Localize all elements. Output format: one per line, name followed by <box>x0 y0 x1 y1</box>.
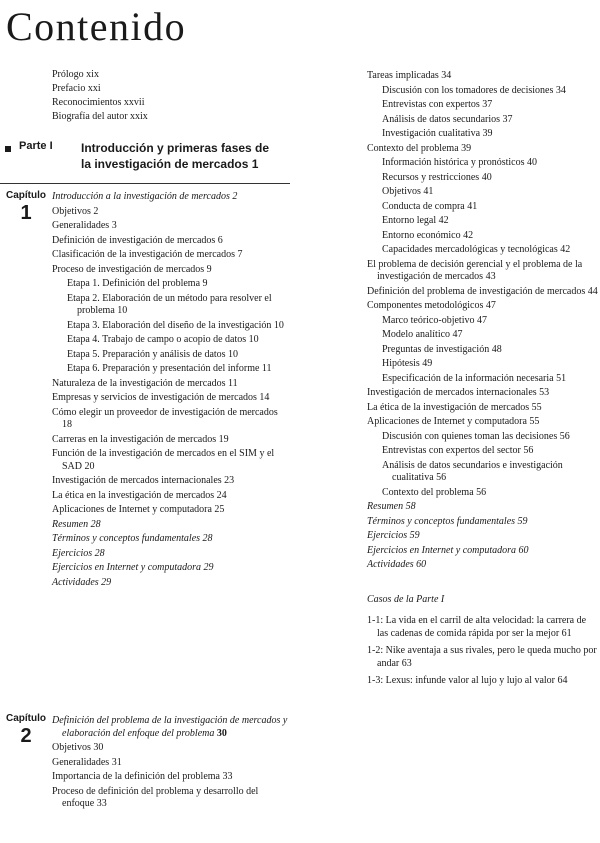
toc-entry[interactable]: Proceso de investigación de mercados 9 <box>52 263 212 275</box>
toc-entry[interactable]: Modelo analítico 47 <box>382 329 463 340</box>
chapter-number: 2 <box>20 725 32 747</box>
toc-entry[interactable]: Información histórica y pronósticos 40 <box>382 157 537 168</box>
chapter-label: Capítulo <box>6 190 46 201</box>
front-matter-item[interactable]: Biografía del autor xxix <box>52 111 148 122</box>
front-matter-item[interactable]: Reconocimientos xxvii <box>52 97 145 108</box>
toc-entry[interactable]: El problema de decisión gerencial y el problema de la investigación de mercados 43 <box>367 258 583 282</box>
toc-entry[interactable]: Entrevistas con expertos 37 <box>382 99 493 110</box>
chapter-heading-page: 30 <box>216 727 227 739</box>
toc-entry[interactable]: Análisis de datos secundarios e investigación cualitativa 56 <box>382 459 563 483</box>
toc-entry[interactable]: Resumen 58 <box>367 501 416 512</box>
toc-entry[interactable]: Carreras en la investigación de mercados 19 <box>52 433 229 445</box>
toc-entry[interactable]: Generalidades 3 <box>52 220 117 231</box>
front-matter-item[interactable]: Prólogo xix <box>52 69 99 80</box>
toc-entry[interactable]: Ejercicios en Internet y computadora 60 <box>367 544 529 556</box>
front-matter-item[interactable]: Prefacio xxi <box>52 83 101 94</box>
toc-entry[interactable]: Actividades 60 <box>367 559 427 570</box>
toc-entry[interactable]: Etapa 2. Elaboración de un método para resolver el problema 10 <box>67 292 272 316</box>
chapter-label: Capítulo <box>6 713 46 724</box>
toc-entry[interactable]: Actividades 29 <box>52 576 112 588</box>
front-matter-list <box>52 68 148 124</box>
toc-entry[interactable]: Objetivos 30 <box>52 742 104 753</box>
toc-entry[interactable]: Preguntas de investigación 48 <box>382 343 502 355</box>
right-column-entries <box>367 70 599 693</box>
case-entry[interactable]: 1-1: La vida en el carril de alta velocidad: la carrera de las cadenas de comida rápida por ser la mejor 61 <box>367 615 587 639</box>
toc-entry[interactable]: Investigación de mercados internacionales 53 <box>367 387 550 398</box>
toc-entry[interactable]: Ejercicios 28 <box>52 547 105 559</box>
toc-entry[interactable]: Etapa 5. Preparación y análisis de datos 10 <box>67 348 239 360</box>
chapter-2-entries <box>52 715 288 813</box>
toc-entry[interactable]: Ejercicios 59 <box>367 530 420 541</box>
chapter-marker <box>4 190 48 224</box>
toc-entry[interactable]: Discusión con quienes toman las decisiones 56 <box>382 430 570 442</box>
toc-entry[interactable]: Definición del problema de investigación de mercados 44 <box>367 285 598 297</box>
toc-entry[interactable]: Cómo elegir un proveedor de investigación de mercados 18 <box>52 406 278 430</box>
chapter-1-entries <box>52 191 288 591</box>
toc-entry[interactable]: Empresas y servicios de investigación de mercados 14 <box>52 392 270 403</box>
toc-entry[interactable]: Tareas implicadas 34 <box>367 70 452 81</box>
toc-entry[interactable]: Objetivos 2 <box>52 205 99 217</box>
toc-entry[interactable]: Definición de investigación de mercados 6 <box>52 234 223 246</box>
toc-entry[interactable]: Investigación de mercados internacionales 23 <box>52 475 235 486</box>
toc-entry[interactable]: Etapa 6. Preparación y presentación del informe 11 <box>67 363 272 374</box>
toc-entry[interactable]: Aplicaciones de Internet y computadora 25 <box>52 504 225 515</box>
toc-entry[interactable]: Etapa 3. Elaboración del diseño de la investigación 10 <box>67 319 284 331</box>
toc-entry[interactable]: Objetivos 41 <box>382 186 434 197</box>
toc-entry[interactable]: Conducta de compra 41 <box>382 200 478 212</box>
toc-entry[interactable]: Especificación de la información necesaria 51 <box>382 372 567 384</box>
chapter-heading[interactable]: Introducción a la investigación de mercados 2 <box>52 191 238 202</box>
toc-entry[interactable]: Entrevistas con expertos del sector 56 <box>382 445 534 456</box>
toc-entry[interactable]: Etapa 1. Definición del problema 9 <box>67 278 208 289</box>
chapter-number: 1 <box>20 202 32 224</box>
toc-entry[interactable]: Componentes metodológicos 47 <box>367 300 496 311</box>
toc-entry[interactable]: Marco teórico-objetivo 47 <box>382 314 487 326</box>
toc-entry[interactable]: Aplicaciones de Internet y computadora 55 <box>367 416 540 427</box>
toc-entry[interactable]: Investigación cualitativa 39 <box>382 128 493 139</box>
toc-entry[interactable]: Clasificación de la investigación de mercados 7 <box>52 249 243 260</box>
toc-entry[interactable]: La ética de la investigación de mercados 55 <box>367 401 542 413</box>
toc-entry[interactable]: Función de la investigación de mercados en el SIM y el SAD 20 <box>52 448 275 472</box>
chapter-heading-title: Definición del problema de la investigación de mercados y elaboración del enfoque del problema <box>52 715 288 739</box>
toc-entry[interactable]: Generalidades 31 <box>52 756 122 768</box>
square-bullet-icon <box>5 146 11 152</box>
part-label: Parte I <box>19 140 53 152</box>
case-entry[interactable]: 1-3: Lexus: infunde valor al lujo y lujo al valor 64 <box>367 675 568 686</box>
toc-entry[interactable]: Resumen 28 <box>52 518 101 530</box>
toc-entry[interactable]: Etapa 4. Trabajo de campo o acopio de datos 10 <box>67 334 259 345</box>
chapter-marker <box>4 713 48 747</box>
toc-entry[interactable]: Recursos y restricciones 40 <box>382 171 492 183</box>
toc-entry[interactable]: Ejercicios en Internet y computadora 29 <box>52 562 214 573</box>
toc-entry[interactable]: La ética en la investigación de mercados 24 <box>52 489 227 501</box>
toc-entry[interactable]: Naturaleza de la investigación de mercados 11 <box>52 377 238 389</box>
toc-entry[interactable]: Discusión con los tomadores de decisiones 34 <box>382 84 566 96</box>
toc-entry[interactable]: Importancia de la definición del problema 33 <box>52 771 233 782</box>
case-entry[interactable]: 1-2: Nike aventaja a sus rivales, pero le queda mucho por andar 63 <box>367 645 597 669</box>
toc-entry[interactable]: Hipótesis 49 <box>382 358 433 369</box>
part-divider <box>0 183 290 184</box>
toc-entry[interactable]: Capacidades mercadológicas y tecnológicas 42 <box>382 244 571 255</box>
cases-heading: Casos de la Parte I <box>367 593 445 605</box>
toc-entry[interactable]: Términos y conceptos fundamentales 59 <box>367 515 528 527</box>
toc-entry[interactable]: Contexto del problema 56 <box>382 486 487 498</box>
toc-entry[interactable]: Entorno legal 42 <box>382 215 449 226</box>
toc-entry[interactable]: Proceso de definición del problema y desarrollo del enfoque 33 <box>52 785 259 809</box>
chapter-heading[interactable] <box>52 715 288 740</box>
part-title[interactable]: Introducción y primeras fases de la investigación de mercados 1 <box>81 141 270 171</box>
toc-entry[interactable]: Entorno económico 42 <box>382 229 474 241</box>
page-title: Contenido <box>6 4 187 49</box>
toc-entry[interactable]: Análisis de datos secundarios 37 <box>382 113 513 125</box>
toc-entry[interactable]: Términos y conceptos fundamentales 28 <box>52 533 213 544</box>
toc-entry[interactable]: Contexto del problema 39 <box>367 142 472 154</box>
